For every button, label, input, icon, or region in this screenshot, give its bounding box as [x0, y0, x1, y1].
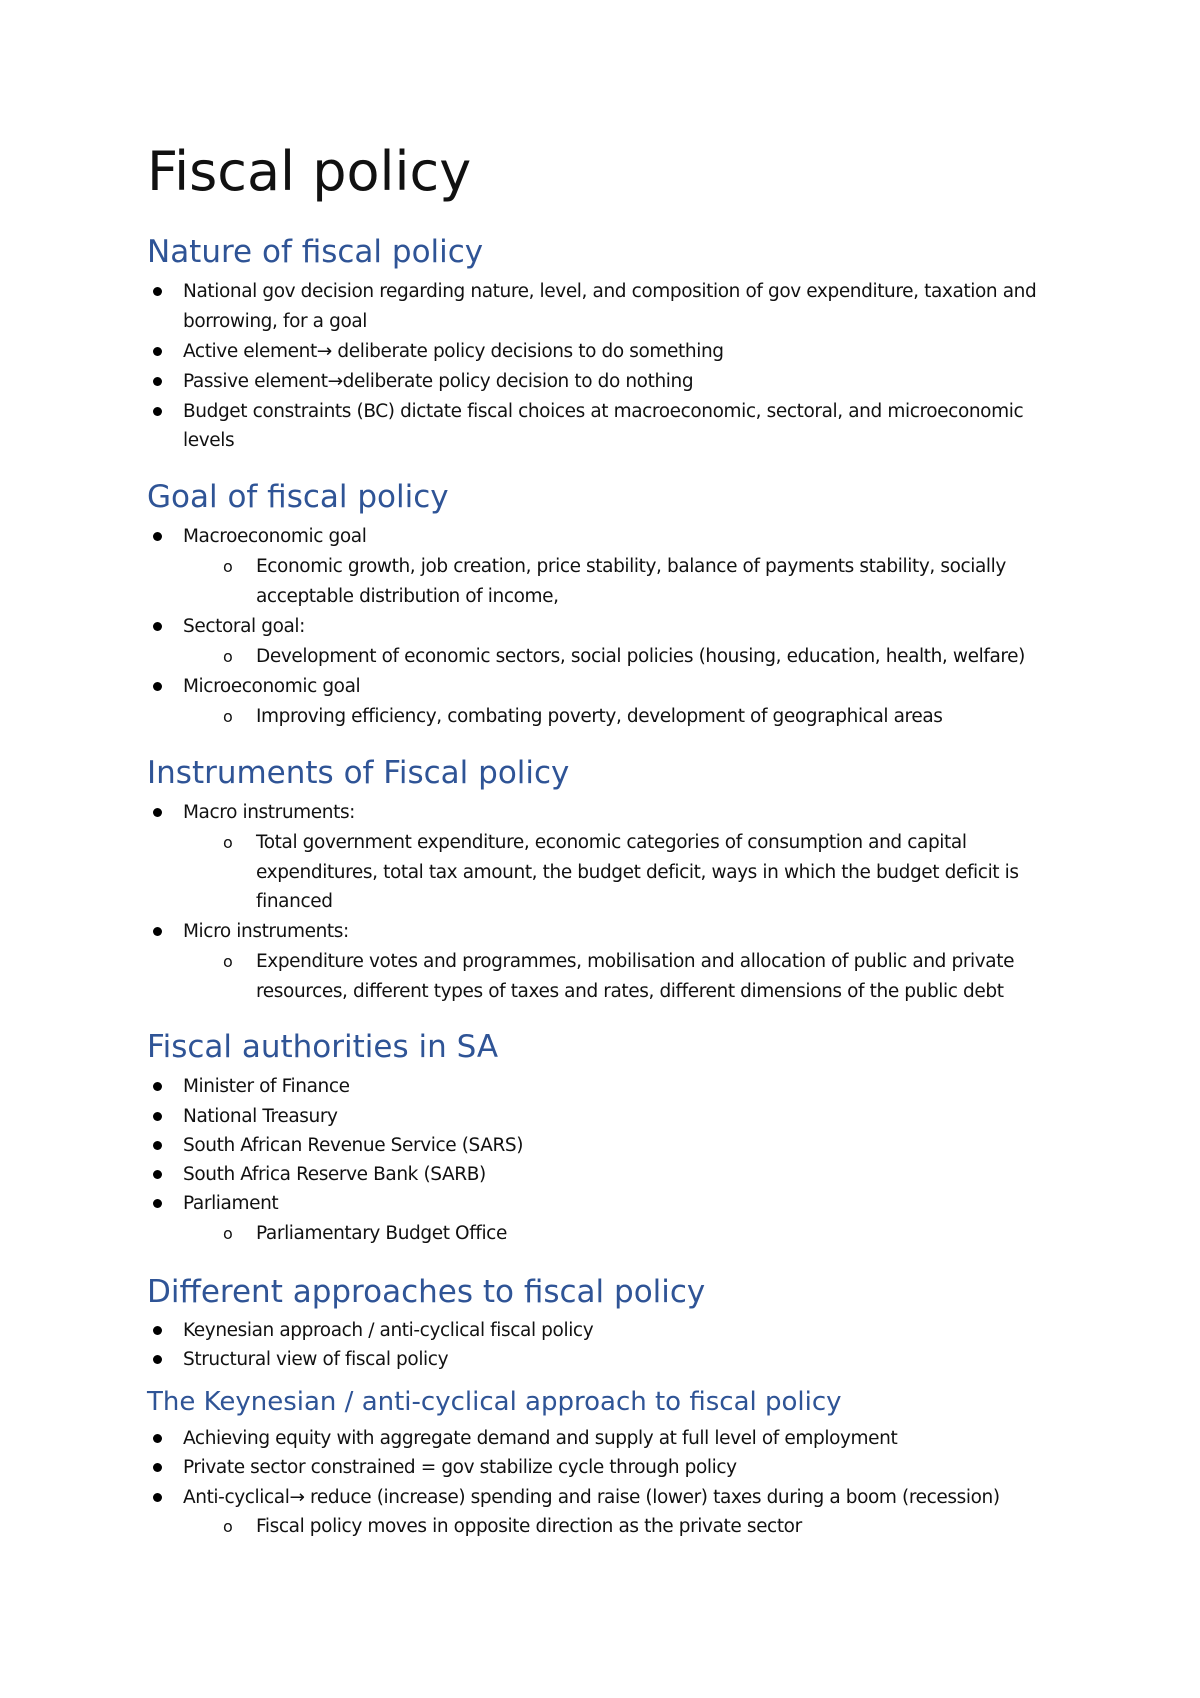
list-item: Parliament [183, 1193, 279, 1214]
list-item: Keynesian approach / anti-cyclical fiscal policy [183, 1320, 594, 1341]
bullet-icon [153, 682, 162, 691]
bullet-icon [153, 532, 162, 541]
bullet-icon [153, 1326, 162, 1335]
bullet-icon [153, 1355, 162, 1364]
bullet-icon [153, 1199, 162, 1208]
bullet-icon [153, 1112, 162, 1121]
page-title: Fiscal policy [147, 140, 472, 203]
section-heading-instruments: Instruments of Fiscal policy [147, 755, 570, 791]
list-item: Microeconomic goal [183, 676, 361, 697]
section-heading-approaches: Different approaches to fiscal policy [147, 1274, 706, 1310]
list-item: Private sector constrained = gov stabilize cycle through policy [183, 1457, 737, 1478]
bullet-icon [153, 1463, 162, 1472]
sub-list-item: Improving efficiency, combating poverty, development of geographical areas [256, 706, 943, 727]
list-item: Macroeconomic goal [183, 526, 367, 547]
sub-bullet-icon: o [223, 647, 233, 666]
sub-list-item-continuation: expenditures, total tax amount, the budget deficit, ways in which the budget deficit is [256, 862, 1019, 883]
list-item: South African Revenue Service (SARS) [183, 1135, 524, 1156]
sub-bullet-icon: o [223, 833, 233, 852]
bullet-icon [153, 377, 162, 386]
list-item: Minister of Finance [183, 1076, 350, 1097]
list-item: Anti-cyclical→ reduce (increase) spending and raise (lower) taxes during a boom (recession) [183, 1487, 1000, 1508]
subsection-heading-keynesian: The Keynesian / anti-cyclical approach to fiscal policy [147, 1387, 842, 1417]
section-heading-authorities: Fiscal authorities in SA [147, 1029, 499, 1065]
bullet-icon [153, 1170, 162, 1179]
sub-list-item-continuation: acceptable distribution of income, [256, 586, 559, 607]
list-item: Passive element→deliberate policy decision to do nothing [183, 371, 694, 392]
sub-list-item: Parliamentary Budget Office [256, 1223, 507, 1244]
sub-bullet-icon: o [223, 952, 233, 971]
sub-bullet-icon: o [223, 707, 233, 726]
sub-list-item-continuation: financed [256, 891, 333, 912]
list-item: Budget constraints (BC) dictate fiscal choices at macroeconomic, sectoral, and microeconomic [183, 401, 1024, 422]
bullet-icon [153, 1141, 162, 1150]
section-heading-goal: Goal of fiscal policy [147, 479, 449, 515]
bullet-icon [153, 287, 162, 296]
list-item: Structural view of fiscal policy [183, 1349, 449, 1370]
sub-list-item: Expenditure votes and programmes, mobilisation and allocation of public and private [256, 951, 1015, 972]
bullet-icon [153, 347, 162, 356]
bullet-icon [153, 1493, 162, 1502]
bullet-icon [153, 927, 162, 936]
bullet-icon [153, 1082, 162, 1091]
sub-bullet-icon: o [223, 557, 233, 576]
list-item: Macro instruments: [183, 802, 356, 823]
sub-list-item: Total government expenditure, economic categories of consumption and capital [256, 832, 967, 853]
sub-list-item: Fiscal policy moves in opposite direction as the private sector [256, 1516, 802, 1537]
sub-list-item: Economic growth, job creation, price stability, balance of payments stability, socially [256, 556, 1006, 577]
list-item: Micro instruments: [183, 921, 349, 942]
list-item: National Treasury [183, 1106, 338, 1127]
list-item: Achieving equity with aggregate demand and supply at full level of employment [183, 1428, 898, 1449]
bullet-icon [153, 808, 162, 817]
list-item: National gov decision regarding nature, level, and composition of gov expenditure, taxation and [183, 281, 1037, 302]
bullet-icon [153, 622, 162, 631]
list-item-continuation: levels [183, 430, 235, 451]
sub-bullet-icon: o [223, 1224, 233, 1243]
sub-bullet-icon: o [223, 1517, 233, 1536]
list-item: South Africa Reserve Bank (SARB) [183, 1164, 486, 1185]
list-item-continuation: borrowing, for a goal [183, 311, 368, 332]
list-item: Sectoral goal: [183, 616, 306, 637]
list-item: Active element→ deliberate policy decisions to do something [183, 341, 724, 362]
section-heading-nature: Nature of fiscal policy [147, 234, 484, 270]
bullet-icon [153, 1434, 162, 1443]
sub-list-item: Development of economic sectors, social policies (housing, education, health, welfare) [256, 646, 1025, 667]
sub-list-item-continuation: resources, different types of taxes and rates, different dimensions of the public debt [256, 981, 1004, 1002]
bullet-icon [153, 407, 162, 416]
